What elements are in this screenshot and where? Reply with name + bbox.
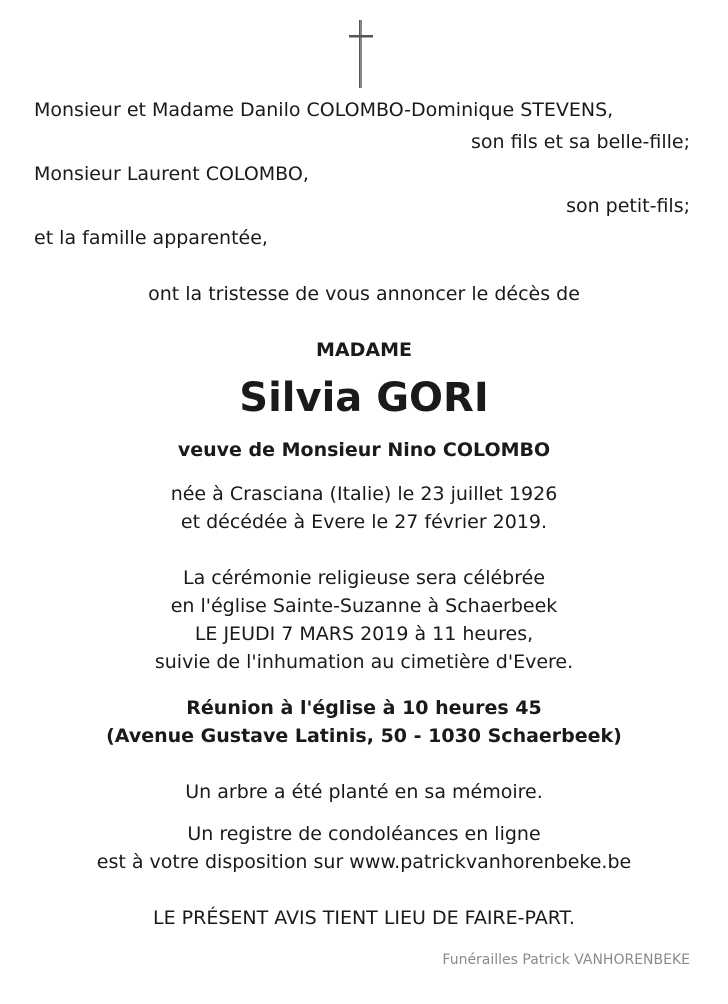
faire-part-notice: LE PRÉSENT AVIS TIENT LIEU DE FAIRE-PART. — [153, 907, 575, 929]
announcement: ont la tristesse de vous annoncer le décès de — [148, 283, 580, 305]
birth-info: née à Crasciana (Italie) le 23 juillet 1926 — [170, 483, 558, 505]
condolences-line-1: Un registre de condoléances en ligne — [187, 823, 541, 845]
family-line-1: Monsieur et Madame Danilo COLOMBO-Dominique STEVENS, — [34, 99, 614, 121]
family-role-1: son fils et sa belle-fille; — [470, 131, 690, 153]
meeting-line-1: Réunion à l'église à 10 heures 45 — [186, 697, 542, 719]
condolences-line-2: est à votre disposition sur www.patrickvanhorenbeke.be — [96, 851, 632, 873]
death-info: et décédée à Evere le 27 février 2019. — [180, 511, 548, 533]
ceremony-line-1: La cérémonie religieuse sera célébrée — [182, 567, 546, 589]
deceased-name: Silvia GORI — [239, 375, 489, 421]
meeting-address: (Avenue Gustave Latinis, 50 - 1030 Schaerbeek) — [106, 725, 622, 747]
family-line-2: Monsieur Laurent COLOMBO, — [34, 163, 309, 185]
cross-icon — [346, 20, 376, 88]
ceremony-line-4: suivie de l'inhumation au cimetière d'Evere. — [154, 651, 574, 673]
tree-notice: Un arbre a été planté en sa mémoire. — [185, 781, 543, 803]
ceremony-line-2: en l'église Sainte-Suzanne à Schaerbeek — [170, 595, 558, 617]
family-role-2: son petit-fils; — [566, 195, 690, 217]
deceased-spouse: veuve de Monsieur Nino COLOMBO — [177, 439, 551, 461]
deceased-title: MADAME — [316, 339, 412, 361]
ceremony-line-3: LE JEUDI 7 MARS 2019 à 11 heures, — [194, 623, 534, 645]
funeral-home-credit: Funérailles Patrick VANHORENBEKE — [442, 952, 690, 968]
family-line-3: et la famille apparentée, — [34, 227, 268, 249]
